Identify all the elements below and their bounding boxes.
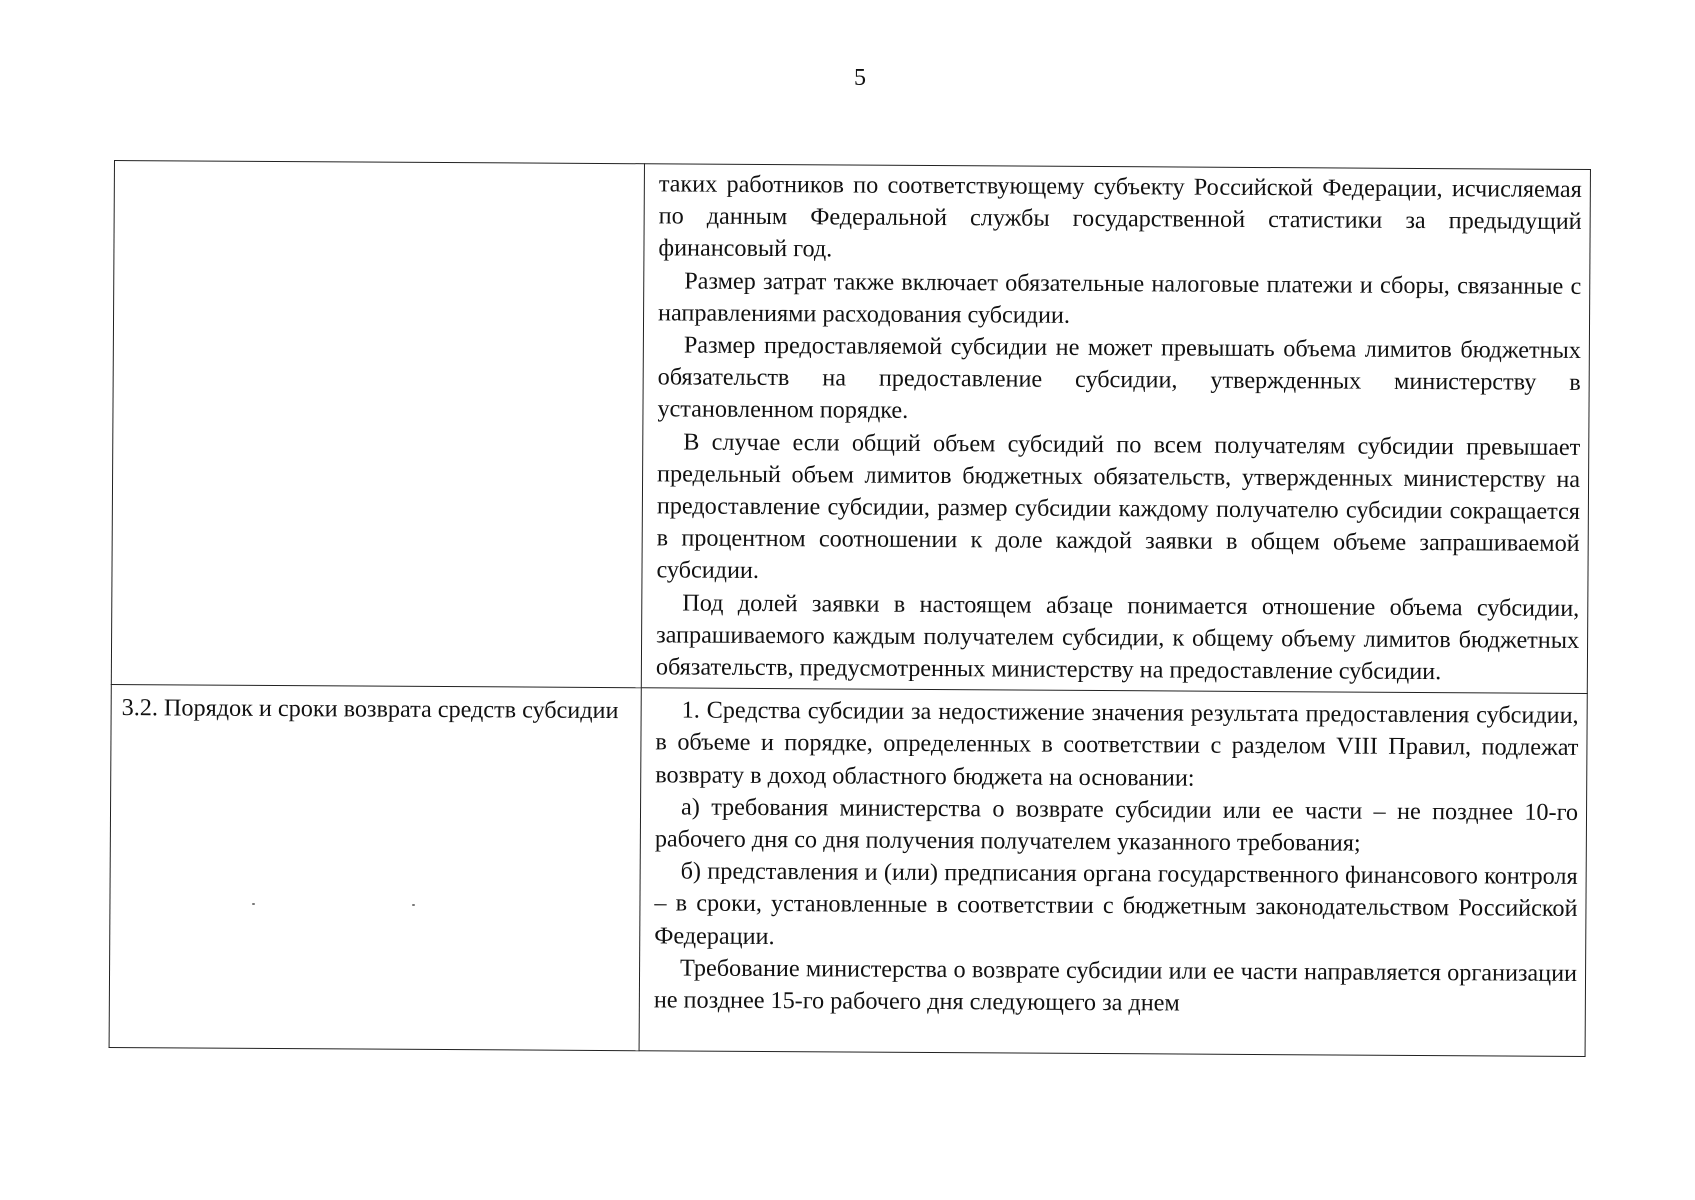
paragraph: Под долей заявки в настоящем абзаце понимается отношение объема субсидии, запрашиваемого каждым получателем субсидии, к общему объему лимитов бюджетных обязательств, предусмотренных министерству на предоставление субсидии.: [655, 589, 1580, 686]
table-row: [111, 161, 1590, 694]
paragraph: 1. Средства субсидии за недостижение значения результата предоставления субсидии, в объеме и порядке, определенных в соответствии с разделом VIII Правил, подлежат возврату в доход областного бюджета на основании:: [655, 696, 1579, 792]
scan-speck: [412, 904, 415, 906]
section-heading-cell: 3.2. Порядок и сроки возврата средств субсидии: [109, 685, 641, 1051]
row1-right-cell: [641, 164, 1590, 694]
paragraph: В случае если общий объем субсидий по всем получателям субсидии превышает предельный объем лимитов бюджетных обязательств, утвержденных министерству на предоставление субсидии, размер субсидии каждому получателю субсидии сокращается в процентном соотношении к доле каждой заявки в общем объеме запрашиваемой субсидии.: [656, 428, 1581, 585]
paragraph: б) представления и (или) предписания органа государственного финансового контроля – в сроки, установленные в соответствии с бюджетным законодательством Российской Федерации.: [654, 857, 1578, 950]
row2-right-cell: [639, 688, 1587, 1057]
paragraph: Размер предоставляемой субсидии не может превышать объема лимитов бюджетных обязательств на предоставление субсидии, утвержденных министерству в установленном порядке.: [657, 331, 1581, 425]
row1-left-cell: [111, 161, 644, 688]
document-table: [109, 160, 1591, 1057]
scan-speck: [252, 903, 255, 905]
paragraph: а) требования министерства о возврате субсидии или ее части – не позднее 10-го рабочего дня со дня получения получателем указанного требования;: [654, 793, 1579, 857]
paragraph: Размер затрат также включает обязательные налоговые платежи и сборы, связанные с направлениями расходования субсидии.: [657, 267, 1582, 329]
paragraph: Требование министерства о возврате субсидии или ее части направляется организации не позднее 15-го рабочего дня следующего за днем: [653, 954, 1578, 1017]
page-number: 5: [854, 65, 866, 91]
table-row: [109, 685, 1587, 1057]
paragraph: таких работников по соответствующему субъекту Российской Федерации, исчисляемая по данным Федеральной службы государственной статистики за предыдущий финансовый год.: [658, 170, 1582, 263]
